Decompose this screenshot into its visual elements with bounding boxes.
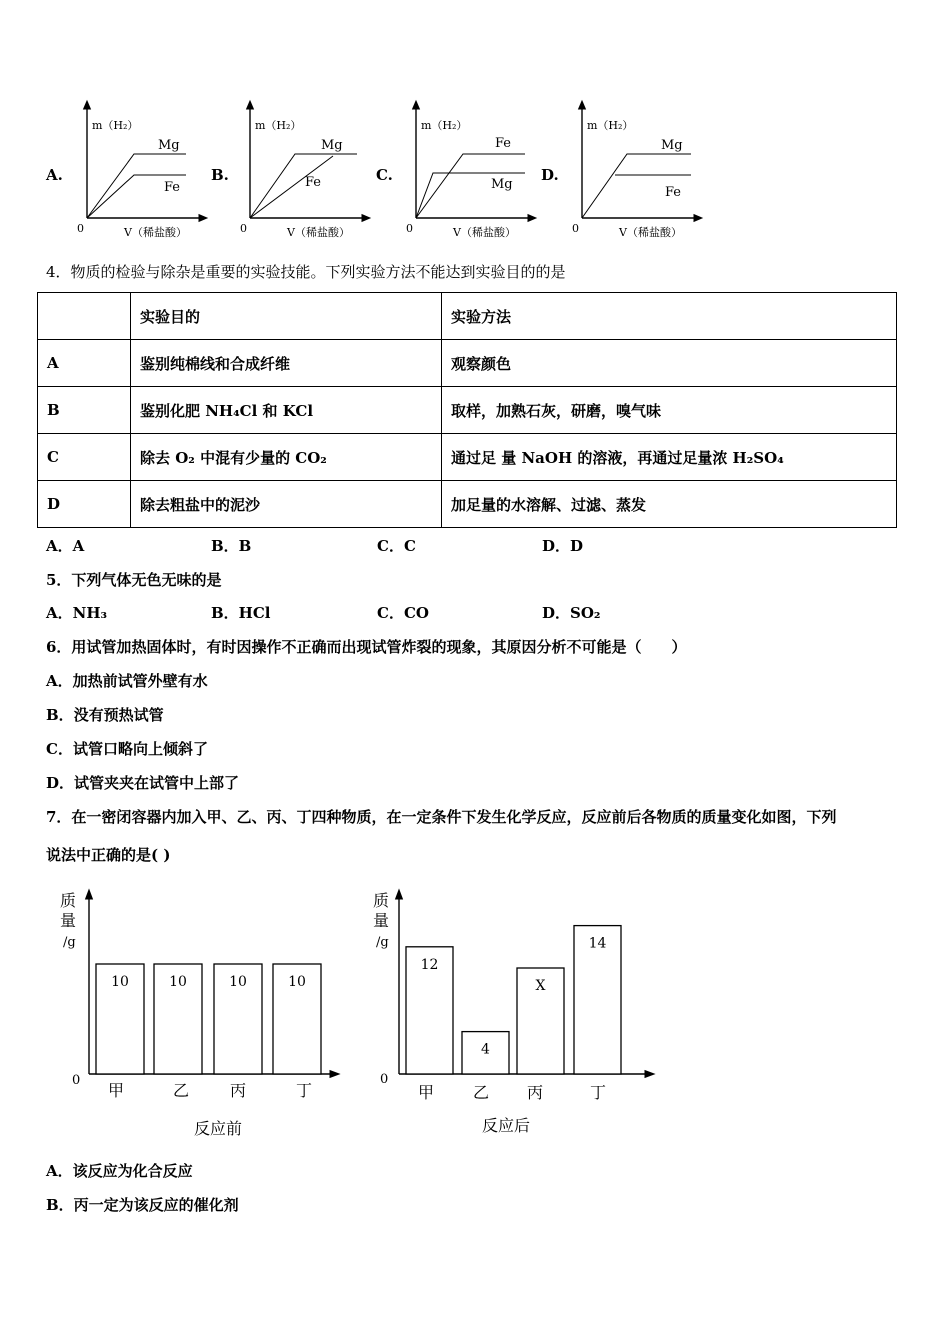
bar-value-label: 14 (588, 935, 607, 952)
row-key: A (38, 340, 131, 387)
option-d[interactable]: D．D (542, 537, 584, 555)
option-a[interactable]: A．该反应为化合反应 (46, 1162, 193, 1180)
row-purpose: 鉴别化肥 NH₄Cl 和 KCl (131, 387, 442, 434)
option-c[interactable]: C．试管口略向上倾斜了 (46, 740, 208, 758)
row-purpose: 鉴别纯棉线和合成纤维 (131, 340, 442, 387)
q6-stem: 6．用试管加热固体时，有时因操作不正确而出现试管炸裂的现象，其原因分析不可能是（ ） (46, 638, 687, 656)
origin: 0 (380, 1072, 389, 1087)
option-c[interactable]: C．CO (377, 604, 429, 622)
y-label-2: 量 (60, 911, 77, 930)
origin: 0 (77, 222, 84, 235)
graph-d (567, 98, 712, 243)
lower-label: Mg (491, 177, 513, 192)
header-purpose: 实验目的 (131, 293, 442, 340)
x-label: V（稀盐酸） (619, 226, 682, 239)
x-label: V（稀盐酸） (124, 226, 187, 239)
upper-label: Fe (495, 136, 512, 151)
table-row (38, 481, 897, 528)
upper-label: Mg (321, 138, 343, 153)
y-label-3: /g (376, 935, 389, 950)
option-b[interactable]: B．没有预热试管 (46, 706, 164, 724)
row-method: 取样，加熟石灰，研磨，嗅气味 (442, 387, 897, 434)
bar-value-label: 10 (229, 974, 247, 990)
lower-label: Fe (305, 175, 322, 190)
x-label: V（稀盐酸） (287, 226, 350, 239)
graph-d-letter: D. (541, 166, 559, 184)
table-header-row (38, 293, 897, 340)
chart-before (50, 882, 360, 1144)
graph-a-letter: A. (46, 166, 63, 184)
row-key: C (38, 434, 131, 481)
category-label: 丙 (526, 1083, 544, 1102)
category-label: 甲 (107, 1081, 125, 1100)
category-label: 乙 (472, 1083, 490, 1102)
option-d[interactable]: D．试管夹夹在试管中上部了 (46, 774, 240, 792)
line-upper (250, 154, 357, 218)
q7-stem-line1: 7．在一密闭容器内加入甲、乙、丙、丁四种物质，在一定条件下发生化学反应，反应前后各物质的质量变化如图，下列 (46, 808, 837, 826)
y-label: m（H₂） (421, 119, 468, 132)
graph-b-letter: B. (211, 166, 229, 184)
y-label: m（H₂） (255, 119, 302, 132)
graph-b (235, 98, 380, 243)
chart-title: 反应后 (482, 1116, 531, 1135)
bar-value-label: 12 (420, 956, 439, 973)
table-row (38, 387, 897, 434)
lower-label: Fe (665, 185, 682, 200)
table-row (38, 340, 897, 387)
row-method: 通过足 量 NaOH 的溶液，再通过足量浓 H₂SO₄ (442, 434, 897, 481)
category-label: 丁 (295, 1081, 313, 1100)
table-cell (38, 293, 131, 340)
q4-table (37, 292, 897, 528)
q7-stem-line2: 说法中正确的是( ) (46, 846, 171, 864)
option-b[interactable]: B．丙一定为该反应的催化剂 (46, 1196, 239, 1214)
row-method: 加足量的水溶解、过滤、蒸发 (442, 481, 897, 528)
table-row (38, 434, 897, 481)
origin: 0 (240, 222, 247, 235)
bar-value-label: X (535, 978, 546, 994)
option-b[interactable]: B．HCl (211, 604, 271, 622)
graph-c-letter: C. (376, 166, 393, 184)
origin: 0 (572, 222, 579, 235)
q4-stem: 4．物质的检验与除杂是重要的实验技能。下列实验方法不能达到实验目的的是 (46, 263, 566, 281)
lower-label: Fe (164, 180, 181, 195)
bar-value-label: 4 (481, 1041, 490, 1058)
y-label-1: 质 (373, 891, 390, 910)
row-key: B (38, 387, 131, 434)
y-label-3: /g (63, 935, 76, 950)
origin: 0 (406, 222, 413, 235)
upper-label: Mg (158, 138, 180, 153)
y-label-1: 质 (60, 891, 77, 910)
option-d[interactable]: D．SO₂ (542, 604, 601, 622)
x-label: V（稀盐酸） (453, 226, 516, 239)
category-label: 丙 (229, 1081, 247, 1100)
category-label: 丁 (589, 1083, 607, 1102)
chart-title: 反应前 (194, 1119, 243, 1138)
upper-label: Mg (661, 138, 683, 153)
q5-stem: 5．下列气体无色无味的是 (46, 571, 222, 589)
bar-value-label: 10 (111, 974, 129, 990)
y-label: m（H₂） (587, 119, 634, 132)
bar-value-label: 10 (288, 974, 306, 990)
bar-value-label: 10 (169, 974, 187, 990)
graph-c (401, 98, 546, 243)
origin: 0 (72, 1073, 81, 1088)
category-label: 乙 (172, 1081, 190, 1100)
row-purpose: 除去 O₂ 中混有少量的 CO₂ (131, 434, 442, 481)
option-a[interactable]: A．NH₃ (46, 604, 108, 622)
y-label-2: 量 (373, 911, 390, 930)
option-a[interactable]: A．A (46, 537, 85, 555)
row-key: D (38, 481, 131, 528)
row-method: 观察颜色 (442, 340, 897, 387)
y-label: m（H₂） (92, 119, 139, 132)
row-purpose: 除去粗盐中的泥沙 (131, 481, 442, 528)
chart-after (360, 882, 670, 1144)
option-a[interactable]: A．加热前试管外壁有水 (46, 672, 208, 690)
category-label: 甲 (417, 1083, 435, 1102)
option-b[interactable]: B．B (211, 537, 252, 555)
option-c[interactable]: C．C (377, 537, 416, 555)
header-method: 实验方法 (442, 293, 897, 340)
graph-a (72, 98, 217, 243)
